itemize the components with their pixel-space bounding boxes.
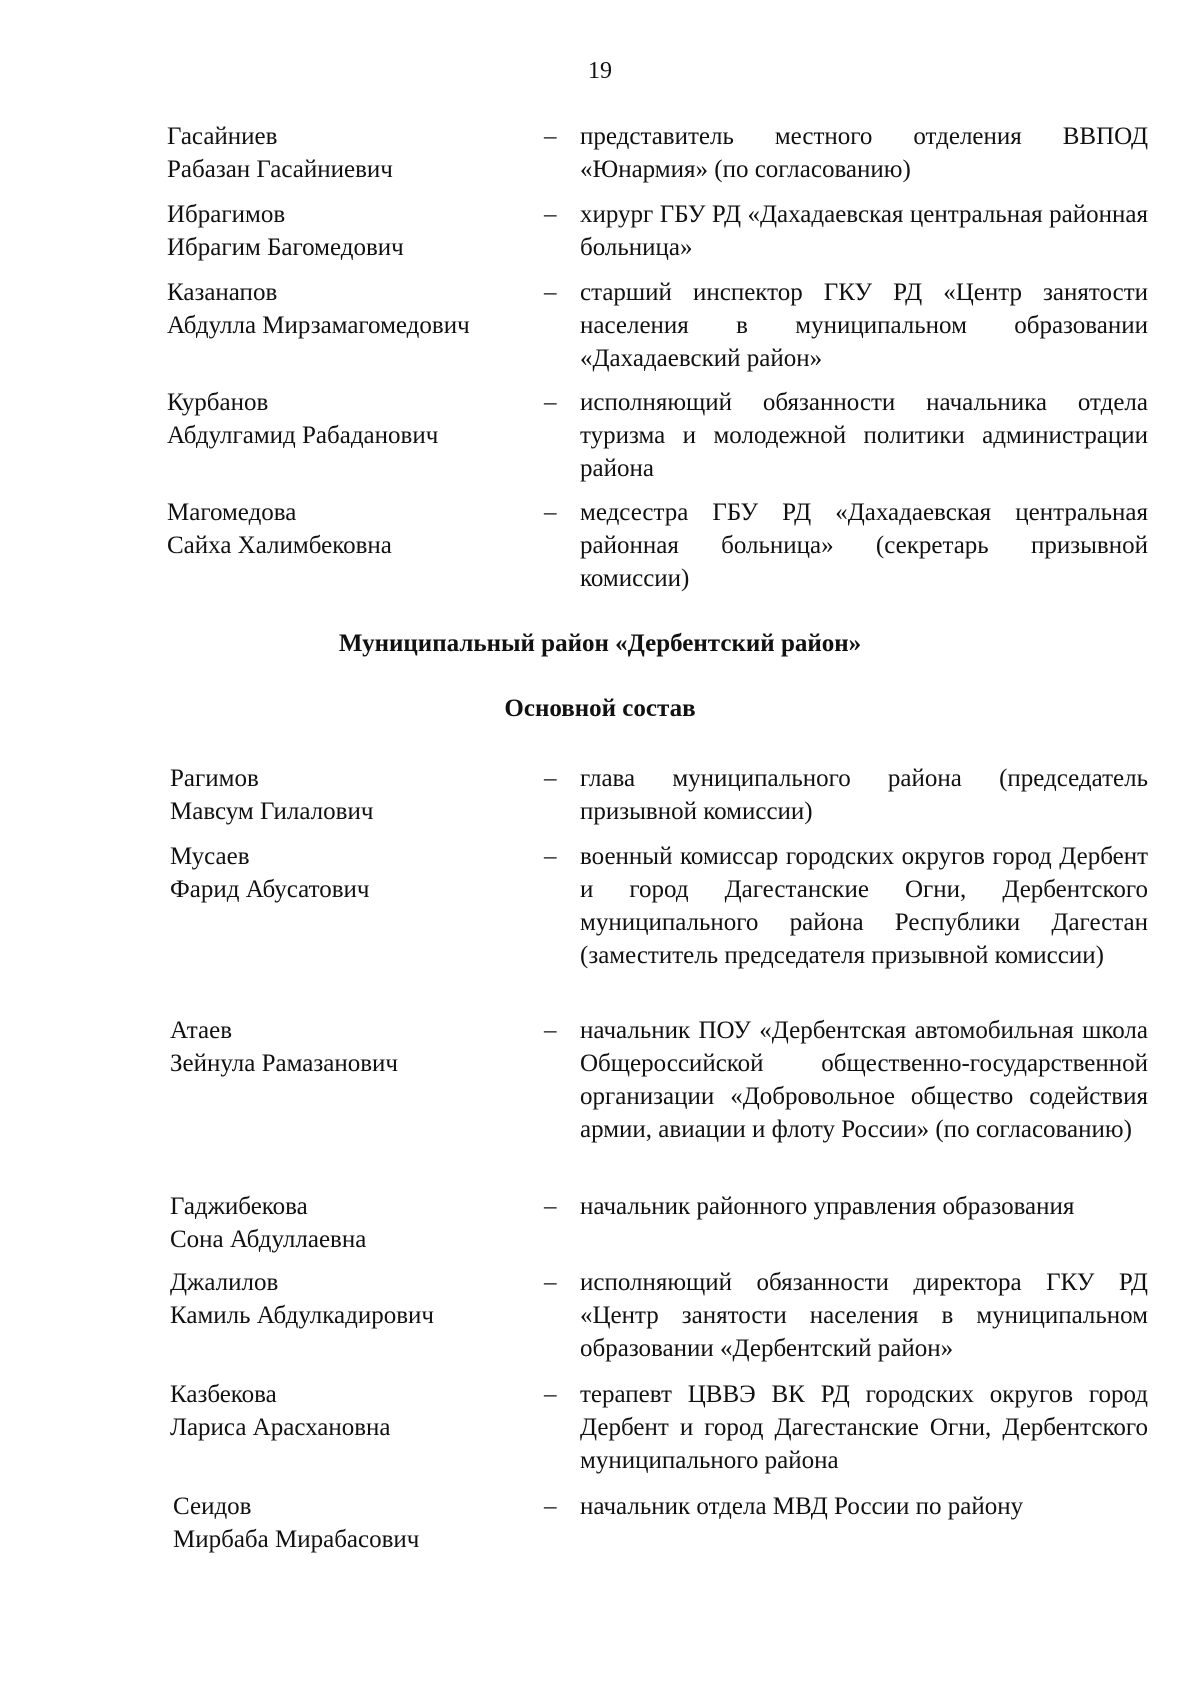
dash: – [544, 1269, 557, 1296]
member-surname: Джалилов [170, 1269, 279, 1296]
member-surname: Гасайниев [167, 123, 278, 150]
member-surname: Гаджибекова [170, 1193, 308, 1220]
member-name [167, 198, 527, 264]
member-role: исполняющий обязанности директора ГКУ РД «Центр занятости населения в муниципальном образовании «Дербентский район» [580, 1269, 1148, 1362]
dash: – [544, 1381, 557, 1408]
member-name [170, 1014, 530, 1080]
member-given-names: Мирбаба Мирабасович [173, 1526, 420, 1553]
member-role: исполняющий обязанности начальника отдела туризма и молодежной политики администрации района [580, 389, 1148, 482]
member-surname: Ибрагимов [167, 201, 286, 228]
member-given-names: Сона Абдуллаевна [170, 1226, 367, 1253]
member-name [170, 1190, 530, 1256]
dash: – [544, 1493, 557, 1520]
member-surname: Казанапов [167, 279, 278, 306]
member-surname: Казбекова [170, 1381, 277, 1408]
member-role: военный комиссар городских округов город Дербент и город Дагестанские Огни, Дербентского муниципального района Республики Дагестан (заместитель председателя призывной комиссии) [580, 843, 1148, 969]
member-name [170, 840, 530, 906]
member-given-names: Сайха Халимбековна [167, 532, 392, 559]
page-number: 19 [588, 58, 612, 84]
member-name [173, 1490, 533, 1556]
member-given-names: Абдулла Мирзамагомедович [167, 312, 470, 339]
dash: – [544, 389, 557, 416]
section-heading: Основной состав [504, 695, 696, 722]
member-name [167, 386, 527, 452]
member-surname: Мусаев [170, 843, 250, 870]
member-surname: Сеидов [173, 1493, 252, 1520]
member-name [167, 496, 527, 562]
member-given-names: Камиль Абдулкадирович [170, 1302, 434, 1329]
member-surname: Курбанов [167, 389, 269, 416]
district-heading: Муниципальный район «Дербентский район» [338, 630, 862, 657]
member-given-names: Абдулгамид Рабаданович [167, 422, 439, 449]
member-role: глава муниципального района (председатель призывной комиссии) [580, 765, 1148, 825]
member-role: начальник отдела МВД России по району [580, 1493, 1024, 1520]
member-name [170, 1378, 530, 1444]
member-role: представитель местного отделения ВВПОД «Юнармия» (по согласованию) [580, 123, 1148, 183]
dash: – [544, 843, 557, 870]
member-surname: Магомедова [167, 499, 297, 526]
member-given-names: Рабазан Гасайниевич [167, 156, 393, 183]
member-surname: Рагимов [170, 765, 259, 792]
member-given-names: Мавсум Гилалович [170, 798, 374, 825]
dash: – [544, 1193, 557, 1220]
dash: – [544, 201, 557, 228]
dash: – [544, 499, 557, 526]
member-given-names: Лариса Арасхановна [170, 1414, 391, 1441]
dash: – [544, 765, 557, 792]
member-role: начальник районного управления образования [580, 1193, 1075, 1220]
member-role: терапевт ЦВВЭ ВК РД городских округов город Дербент и город Дагестанские Огни, Дербентского муниципального района [580, 1381, 1148, 1474]
dash: – [544, 279, 557, 306]
member-role: старший инспектор ГКУ РД «Центр занятости населения в муниципальном образовании «Дахадаевский район» [580, 279, 1148, 372]
member-given-names: Фарид Абусатович [170, 876, 370, 903]
member-name [167, 120, 527, 186]
member-given-names: Зейнула Рамазанович [170, 1050, 398, 1077]
dash: – [544, 123, 557, 150]
member-name [170, 762, 530, 828]
member-role: начальник ПОУ «Дербентская автомобильная школа Общероссийской общественно-государственной организации «Добровольное общество содействия армии, авиации и флоту России» (по согласованию) [580, 1017, 1148, 1143]
member-given-names: Ибрагим Багомедович [167, 234, 404, 261]
member-role: медсестра ГБУ РД «Дахадаевская центральная районная больница» (секретарь призывной комиссии) [580, 499, 1148, 592]
member-name [167, 276, 527, 342]
dash: – [544, 1017, 557, 1044]
member-role: хирург ГБУ РД «Дахадаевская центральная районная больница» [580, 201, 1148, 261]
member-surname: Атаев [170, 1017, 233, 1044]
member-name [170, 1266, 530, 1332]
